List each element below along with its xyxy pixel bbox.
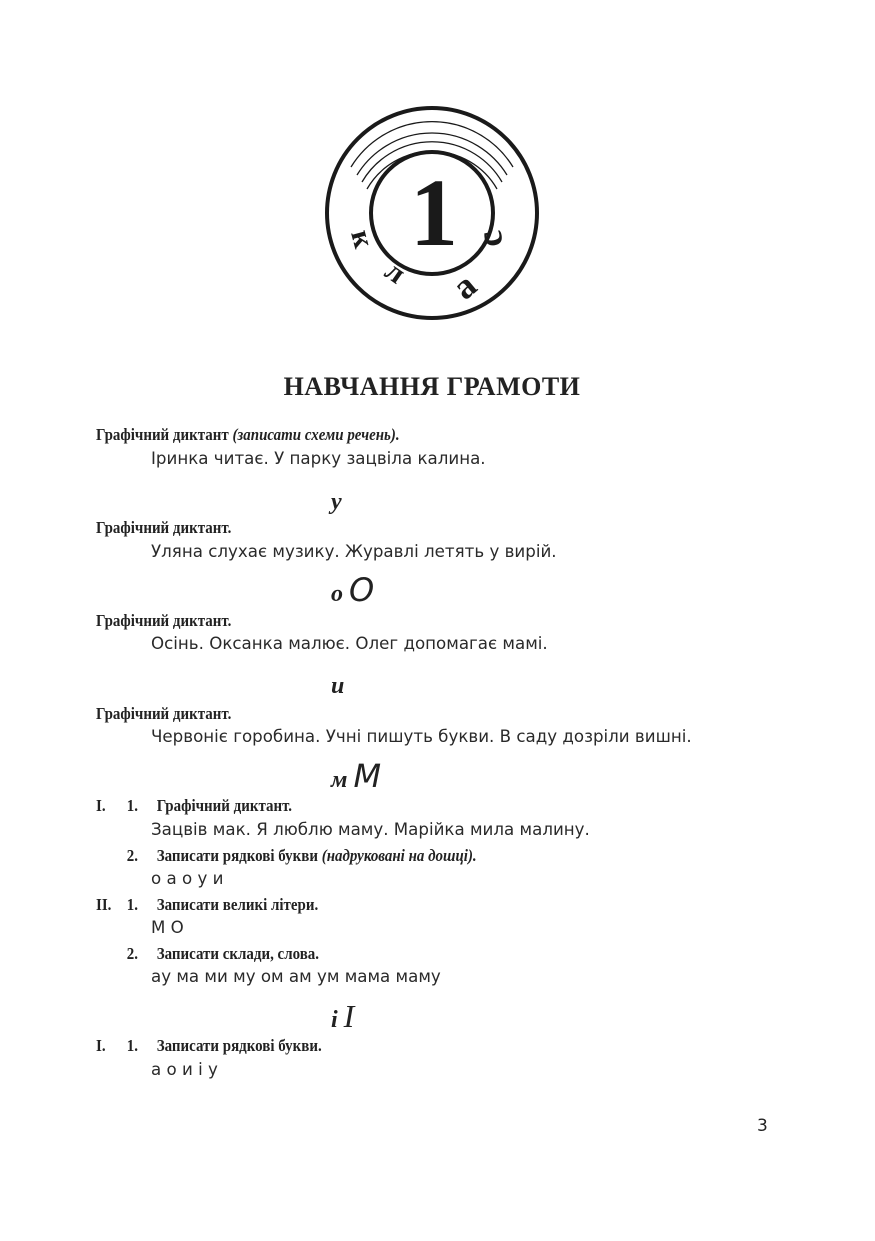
- exercise-text: Червоніє горобина. Учні пишуть букви. В саду дозріли вишні.: [151, 727, 692, 747]
- letter-small: м: [331, 767, 348, 793]
- heading-text: Записати склади, слова.: [156, 944, 320, 963]
- item-number: 2.: [126, 944, 139, 963]
- heading-note: (надруковані на дошці).: [321, 846, 477, 865]
- exercise-heading: [96, 845, 477, 867]
- roman-number: II.: [96, 895, 112, 914]
- exercise-heading: Графічний диктант.: [96, 611, 232, 630]
- exercise-text: Осінь. Оксанка малює. Олег допомагає мамі.: [151, 634, 548, 654]
- letter-heading: [331, 571, 375, 609]
- exercise-heading: Графічний диктант.: [96, 518, 232, 537]
- heading-text: Записати рядкові букви.: [156, 1036, 322, 1055]
- letter-heading: [331, 671, 344, 701]
- letter-small: и: [331, 673, 345, 699]
- letter-heading: [331, 998, 355, 1034]
- roman-number: I.: [96, 1036, 106, 1055]
- emblem-number: 1: [410, 159, 458, 266]
- letter-big: І: [343, 998, 355, 1034]
- item-number: 2.: [126, 846, 139, 865]
- exercise-text: Іринка читає. У парку зацвіла калина.: [151, 449, 486, 469]
- letter-heading: [331, 487, 342, 517]
- exercise-heading: [96, 795, 292, 817]
- heading-text: Записати великі літери.: [156, 895, 319, 914]
- emblem-letter: л: [378, 253, 412, 291]
- letter-heading: [331, 757, 382, 795]
- item-number: 1.: [126, 895, 139, 914]
- class-1-emblem: [323, 105, 543, 325]
- letter-big: М: [353, 757, 382, 795]
- exercise-heading: [96, 894, 318, 916]
- emblem-letter: а: [444, 264, 484, 308]
- exercise-text: Уляна слухає музику. Журавлі летять у вирій.: [151, 542, 557, 562]
- exercise-heading: [96, 1035, 322, 1057]
- heading-text: Записати рядкові букви: [156, 846, 318, 865]
- exercise-text: Зацвів мак. Я люблю маму. Марійка мила малину.: [151, 820, 590, 840]
- exercise-heading: Графічний диктант.: [96, 704, 232, 723]
- exercise-heading: [96, 424, 400, 446]
- page-number: 3: [757, 1116, 768, 1136]
- letter-small: у: [331, 489, 342, 515]
- exercise-text: а о и і у: [151, 1060, 218, 1080]
- heading-note: (записати схеми речень).: [232, 425, 400, 444]
- item-number: 1.: [126, 1036, 139, 1055]
- heading-text: Графічний диктант.: [156, 796, 293, 815]
- exercise-heading: [96, 943, 319, 965]
- item-number: 1.: [126, 796, 139, 815]
- letter-small: і: [331, 1007, 338, 1033]
- exercise-text: о а о у и: [151, 869, 224, 889]
- letter-small: о: [331, 581, 343, 607]
- page-title: НАВЧАННЯ ГРАМОТИ: [283, 372, 581, 401]
- roman-number: I.: [96, 796, 106, 815]
- letter-big: О: [349, 571, 375, 609]
- emblem-letter: с: [468, 227, 511, 251]
- exercise-text: М О: [151, 918, 184, 938]
- exercise-text: ау ма ми му ом ам ум мама маму: [151, 967, 441, 987]
- emblem-letter: к: [344, 226, 381, 252]
- heading-text: Графічний диктант: [96, 425, 229, 444]
